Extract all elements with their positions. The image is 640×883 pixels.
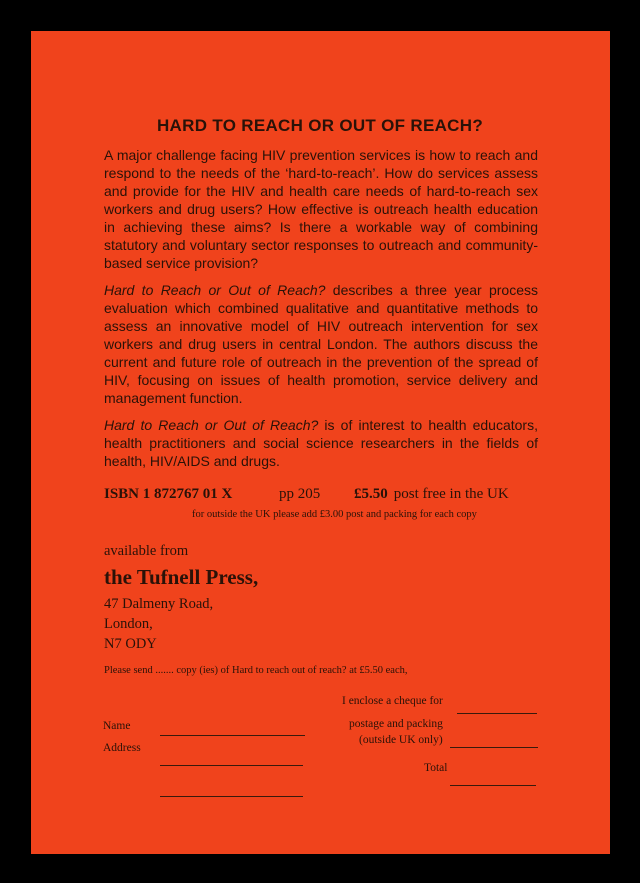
overseas-postage-note: for outside the UK please add £3.00 post and packing for each copy: [192, 509, 477, 520]
isbn: ISBN 1 872767 01 X: [104, 486, 233, 502]
audience-paragraph: [104, 416, 538, 470]
available-from-label: available from: [104, 543, 189, 559]
price: £5.50: [354, 486, 388, 502]
address-field-line-1[interactable]: [160, 765, 303, 766]
order-request-text: Please send ....... copy (ies) of Hard to reach out of reach? at £5.50 each,: [104, 665, 408, 676]
price-line: [354, 486, 509, 503]
name-field[interactable]: [160, 735, 305, 736]
page-count: pp 205: [279, 486, 321, 502]
total-label: Total: [424, 762, 448, 774]
postage-field[interactable]: [450, 747, 538, 748]
publisher-name: the Tufnell Press,: [104, 565, 259, 589]
book-title-italic: Hard to Reach or Out of Reach?: [104, 282, 326, 298]
flyer-heading: HARD TO REACH OR OUT OF REACH?: [156, 116, 483, 135]
audience-text: is of interest to health educators, health practitioners and social science researchers in the fields of health, HIV/AIDS and drugs.: [104, 417, 538, 469]
description-paragraph: [104, 281, 538, 407]
address-label: Address: [103, 742, 141, 754]
publisher-address-line: 47 Dalmeny Road,: [104, 596, 214, 612]
book-title-italic: Hard to Reach or Out of Reach?: [104, 417, 319, 433]
name-label: Name: [103, 720, 131, 732]
outside-uk-label: (outside UK only): [359, 734, 443, 746]
postage-packing-label: postage and packing: [349, 718, 443, 730]
intro-paragraph: A major challenge facing HIV prevention services is how to reach and respond to the needs of the ‘hard-to-reach’. How do services assess and provide for the HIV and health care needs of hard-to-reach sex workers and drug users? How effective is outreach health education in achieving these aims? Is there a workable way of combining statutory and voluntary sector responses to outreach and community-based service provision?: [104, 147, 538, 271]
publisher-address-line: London,: [104, 616, 153, 632]
address-field-line-2[interactable]: [160, 796, 303, 797]
total-field[interactable]: [450, 785, 536, 786]
cheque-label: I enclose a cheque for: [342, 695, 443, 707]
description-text: describes a three year process evaluation which combined qualitative and quantitative methods to assess an innovative model of HIV outreach intervention for sex workers and drug users in central London. The authors discuss the current and future role of outreach in the prevention of the spread of HIV, focusing on issues of health promotion, service delivery and management function.: [104, 282, 538, 406]
publisher-postcode: N7 ODY: [104, 636, 157, 652]
cheque-amount-field[interactable]: [457, 713, 537, 714]
postage-info: post free in the UK: [393, 486, 509, 502]
